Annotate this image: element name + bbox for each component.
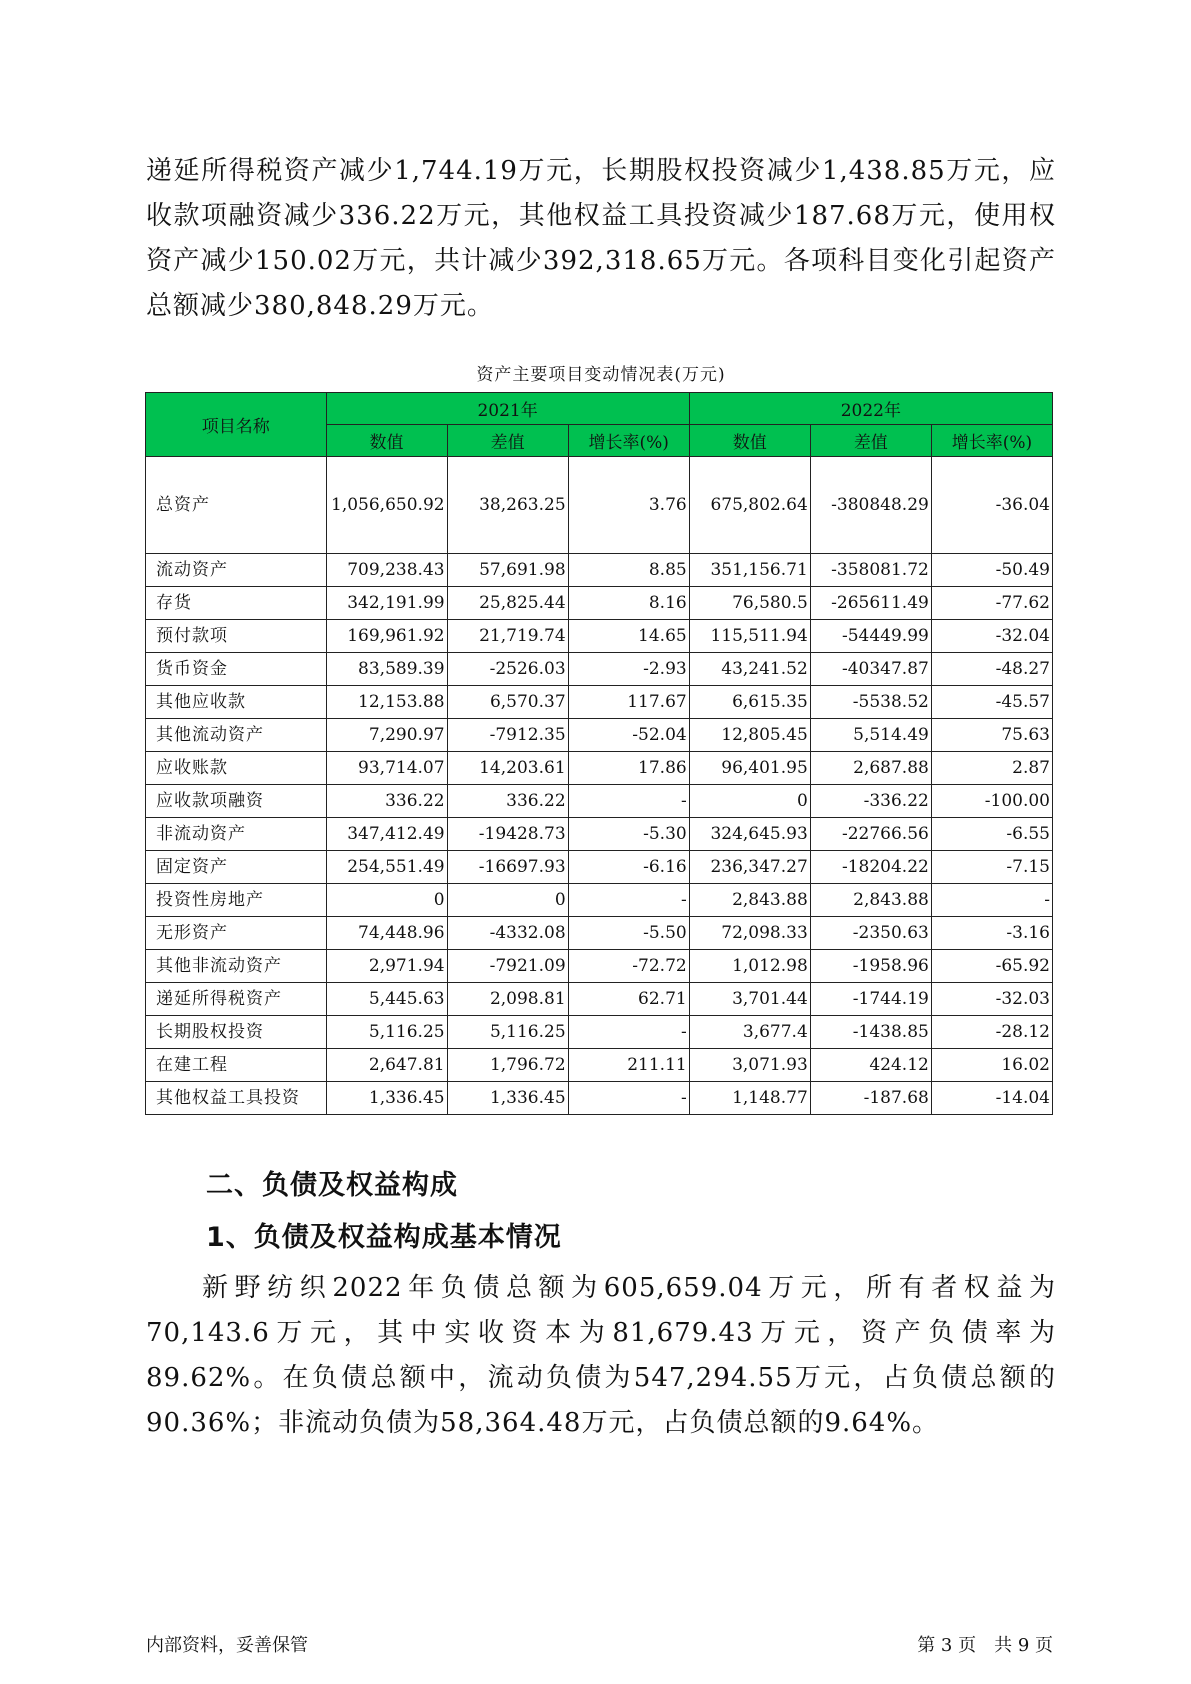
footer-page-number: 第 3 页 共 9 页 (917, 1635, 1053, 1656)
cell-diff-2021: 21,719.74 (447, 620, 568, 653)
row-item-name: 其他应收款 (146, 686, 327, 719)
cell-value-2021: 5,445.63 (326, 983, 447, 1016)
cell-diff-2022: -187.68 (810, 1082, 931, 1115)
cell-growth-2021: 3.76 (568, 457, 689, 554)
cell-growth-2022: - (931, 884, 1052, 917)
table-row (146, 983, 1053, 1016)
table-row (146, 1049, 1053, 1082)
header-diff-2021: 差值 (447, 425, 568, 457)
cell-growth-2021: -2.93 (568, 653, 689, 686)
cell-value-2022: 3,677.4 (689, 1016, 810, 1049)
table-row (146, 1016, 1053, 1049)
header-value-2022: 数值 (689, 425, 810, 457)
cell-value-2022: 115,511.94 (689, 620, 810, 653)
cell-value-2022: 2,843.88 (689, 884, 810, 917)
table-row (146, 851, 1053, 884)
intro-paragraph: 递延所得税资产减少1,744.19万元，长期股权投资减少1,438.85万元，应收款项融资减少336.22万元，其他权益工具投资减少187.68万元，使用权资产减少150.02万元，共计减少392,318.65万元。各项科目变化引起资产总额减少380,848.29万元。 (146, 156, 1056, 321)
cell-value-2021: 7,290.97 (326, 719, 447, 752)
cell-growth-2022: -100.00 (931, 785, 1052, 818)
cell-growth-2021: -5.50 (568, 917, 689, 950)
cell-diff-2021: 0 (447, 884, 568, 917)
table-row (146, 1082, 1053, 1115)
cell-diff-2021: -7912.35 (447, 719, 568, 752)
cell-value-2022: 96,401.95 (689, 752, 810, 785)
table-row (146, 457, 1053, 554)
cell-diff-2021: 38,263.25 (447, 457, 568, 554)
cell-growth-2022: 2.87 (931, 752, 1052, 785)
cell-diff-2022: -54449.99 (810, 620, 931, 653)
cell-value-2021: 1,056,650.92 (326, 457, 447, 554)
cell-value-2022: 351,156.71 (689, 554, 810, 587)
table-row (146, 686, 1053, 719)
cell-diff-2021: 6,570.37 (447, 686, 568, 719)
row-item-name: 总资产 (146, 457, 327, 554)
table-row (146, 917, 1053, 950)
cell-value-2021: 254,551.49 (326, 851, 447, 884)
table-caption: 资产主要项目变动情况表(万元) (476, 365, 726, 385)
cell-growth-2022: -50.49 (931, 554, 1052, 587)
cell-value-2021: 74,448.96 (326, 917, 447, 950)
cell-value-2022: 1,148.77 (689, 1082, 810, 1115)
cell-growth-2022: -45.57 (931, 686, 1052, 719)
cell-value-2022: 236,347.27 (689, 851, 810, 884)
cell-growth-2022: -77.62 (931, 587, 1052, 620)
cell-value-2021: 93,714.07 (326, 752, 447, 785)
header-value-2021: 数值 (326, 425, 447, 457)
header-diff-2022: 差值 (810, 425, 931, 457)
cell-growth-2021: -5.30 (568, 818, 689, 851)
cell-value-2021: 12,153.88 (326, 686, 447, 719)
header-growth-2022: 增长率(%) (931, 425, 1052, 457)
cell-value-2021: 2,971.94 (326, 950, 447, 983)
header-item-name: 项目名称 (146, 393, 327, 457)
cell-growth-2022: -32.04 (931, 620, 1052, 653)
cell-growth-2022: -6.55 (931, 818, 1052, 851)
cell-growth-2021: 8.16 (568, 587, 689, 620)
row-item-name: 预付款项 (146, 620, 327, 653)
cell-diff-2021: 1,796.72 (447, 1049, 568, 1082)
subsection-heading: 1、负债及权益构成基本情况 (206, 1222, 562, 1253)
row-item-name: 其他权益工具投资 (146, 1082, 327, 1115)
row-item-name: 存货 (146, 587, 327, 620)
row-item-name: 递延所得税资产 (146, 983, 327, 1016)
cell-diff-2022: -2350.63 (810, 917, 931, 950)
cell-growth-2021: - (568, 884, 689, 917)
cell-value-2021: 0 (326, 884, 447, 917)
cell-value-2022: 43,241.52 (689, 653, 810, 686)
cell-growth-2022: -28.12 (931, 1016, 1052, 1049)
cell-growth-2021: 211.11 (568, 1049, 689, 1082)
cell-growth-2021: 14.65 (568, 620, 689, 653)
cell-diff-2022: -1438.85 (810, 1016, 931, 1049)
header-year-2021: 2021年 (326, 393, 689, 425)
cell-diff-2022: 424.12 (810, 1049, 931, 1082)
row-item-name: 长期股权投资 (146, 1016, 327, 1049)
cell-growth-2021: 117.67 (568, 686, 689, 719)
cell-value-2021: 5,116.25 (326, 1016, 447, 1049)
cell-growth-2021: 17.86 (568, 752, 689, 785)
cell-diff-2022: 2,687.88 (810, 752, 931, 785)
cell-diff-2022: -40347.87 (810, 653, 931, 686)
table-row (146, 554, 1053, 587)
cell-diff-2022: -336.22 (810, 785, 931, 818)
cell-diff-2021: 1,336.45 (447, 1082, 568, 1115)
cell-growth-2021: -52.04 (568, 719, 689, 752)
asset-change-table (145, 392, 1053, 1115)
cell-diff-2022: -380848.29 (810, 457, 931, 554)
cell-growth-2022: -32.03 (931, 983, 1052, 1016)
cell-diff-2021: 57,691.98 (447, 554, 568, 587)
cell-growth-2022: -3.16 (931, 917, 1052, 950)
cell-growth-2021: 8.85 (568, 554, 689, 587)
cell-growth-2022: 16.02 (931, 1049, 1052, 1082)
row-item-name: 应收账款 (146, 752, 327, 785)
cell-value-2021: 169,961.92 (326, 620, 447, 653)
table-row (146, 818, 1053, 851)
cell-growth-2022: -7.15 (931, 851, 1052, 884)
cell-diff-2021: 2,098.81 (447, 983, 568, 1016)
table-row (146, 884, 1053, 917)
cell-diff-2022: 2,843.88 (810, 884, 931, 917)
cell-value-2021: 1,336.45 (326, 1082, 447, 1115)
row-item-name: 在建工程 (146, 1049, 327, 1082)
cell-diff-2022: -265611.49 (810, 587, 931, 620)
header-growth-2021: 增长率(%) (568, 425, 689, 457)
cell-value-2021: 336.22 (326, 785, 447, 818)
row-item-name: 货币资金 (146, 653, 327, 686)
cell-diff-2022: -1958.96 (810, 950, 931, 983)
cell-value-2022: 1,012.98 (689, 950, 810, 983)
cell-value-2022: 6,615.35 (689, 686, 810, 719)
table-row (146, 620, 1053, 653)
table-row (146, 719, 1053, 752)
row-item-name: 应收款项融资 (146, 785, 327, 818)
row-item-name: 固定资产 (146, 851, 327, 884)
cell-growth-2021: - (568, 785, 689, 818)
cell-growth-2022: -65.92 (931, 950, 1052, 983)
cell-value-2022: 324,645.93 (689, 818, 810, 851)
table-row (146, 950, 1053, 983)
footer-confidential: 内部资料，妥善保管 (146, 1635, 308, 1656)
row-item-name: 流动资产 (146, 554, 327, 587)
table-row (146, 785, 1053, 818)
row-item-name: 非流动资产 (146, 818, 327, 851)
cell-diff-2021: 336.22 (447, 785, 568, 818)
cell-growth-2021: -72.72 (568, 950, 689, 983)
cell-growth-2021: - (568, 1082, 689, 1115)
table-row (146, 587, 1053, 620)
cell-growth-2021: -6.16 (568, 851, 689, 884)
cell-value-2022: 76,580.5 (689, 587, 810, 620)
cell-value-2022: 12,805.45 (689, 719, 810, 752)
cell-growth-2022: -36.04 (931, 457, 1052, 554)
cell-growth-2022: -48.27 (931, 653, 1052, 686)
cell-growth-2021: 62.71 (568, 983, 689, 1016)
row-item-name: 无形资产 (146, 917, 327, 950)
body-paragraph: 新野纺织2022年负债总额为605,659.04万元，所有者权益为70,143.6万元，其中实收资本为81,679.43万元，资产负债率为89.62%。在负债总额中，流动负债为547,294.55万元，占负债总额的90.36%；非流动负债为58,364.48万元，占负债总额的9.64%。 (146, 1273, 1056, 1438)
cell-diff-2021: 5,116.25 (447, 1016, 568, 1049)
cell-diff-2022: -1744.19 (810, 983, 931, 1016)
cell-value-2021: 347,412.49 (326, 818, 447, 851)
cell-value-2021: 709,238.43 (326, 554, 447, 587)
cell-diff-2022: -358081.72 (810, 554, 931, 587)
cell-diff-2021: -7921.09 (447, 950, 568, 983)
cell-diff-2022: -5538.52 (810, 686, 931, 719)
cell-diff-2021: -2526.03 (447, 653, 568, 686)
header-year-2022: 2022年 (689, 393, 1052, 425)
cell-diff-2022: -18204.22 (810, 851, 931, 884)
cell-diff-2021: -19428.73 (447, 818, 568, 851)
table-row (146, 752, 1053, 785)
row-item-name: 投资性房地产 (146, 884, 327, 917)
row-item-name: 其他流动资产 (146, 719, 327, 752)
cell-value-2022: 675,802.64 (689, 457, 810, 554)
cell-growth-2021: - (568, 1016, 689, 1049)
cell-diff-2021: -4332.08 (447, 917, 568, 950)
cell-value-2022: 3,701.44 (689, 983, 810, 1016)
cell-value-2021: 342,191.99 (326, 587, 447, 620)
section-heading: 二、负债及权益构成 (206, 1170, 458, 1201)
cell-value-2021: 2,647.81 (326, 1049, 447, 1082)
cell-value-2022: 0 (689, 785, 810, 818)
cell-diff-2021: -16697.93 (447, 851, 568, 884)
table-body (146, 457, 1053, 1115)
row-item-name: 其他非流动资产 (146, 950, 327, 983)
cell-growth-2022: -14.04 (931, 1082, 1052, 1115)
table-row (146, 653, 1053, 686)
cell-value-2021: 83,589.39 (326, 653, 447, 686)
cell-growth-2022: 75.63 (931, 719, 1052, 752)
cell-diff-2021: 25,825.44 (447, 587, 568, 620)
cell-diff-2022: 5,514.49 (810, 719, 931, 752)
cell-value-2022: 3,071.93 (689, 1049, 810, 1082)
cell-diff-2021: 14,203.61 (447, 752, 568, 785)
cell-value-2022: 72,098.33 (689, 917, 810, 950)
cell-diff-2022: -22766.56 (810, 818, 931, 851)
